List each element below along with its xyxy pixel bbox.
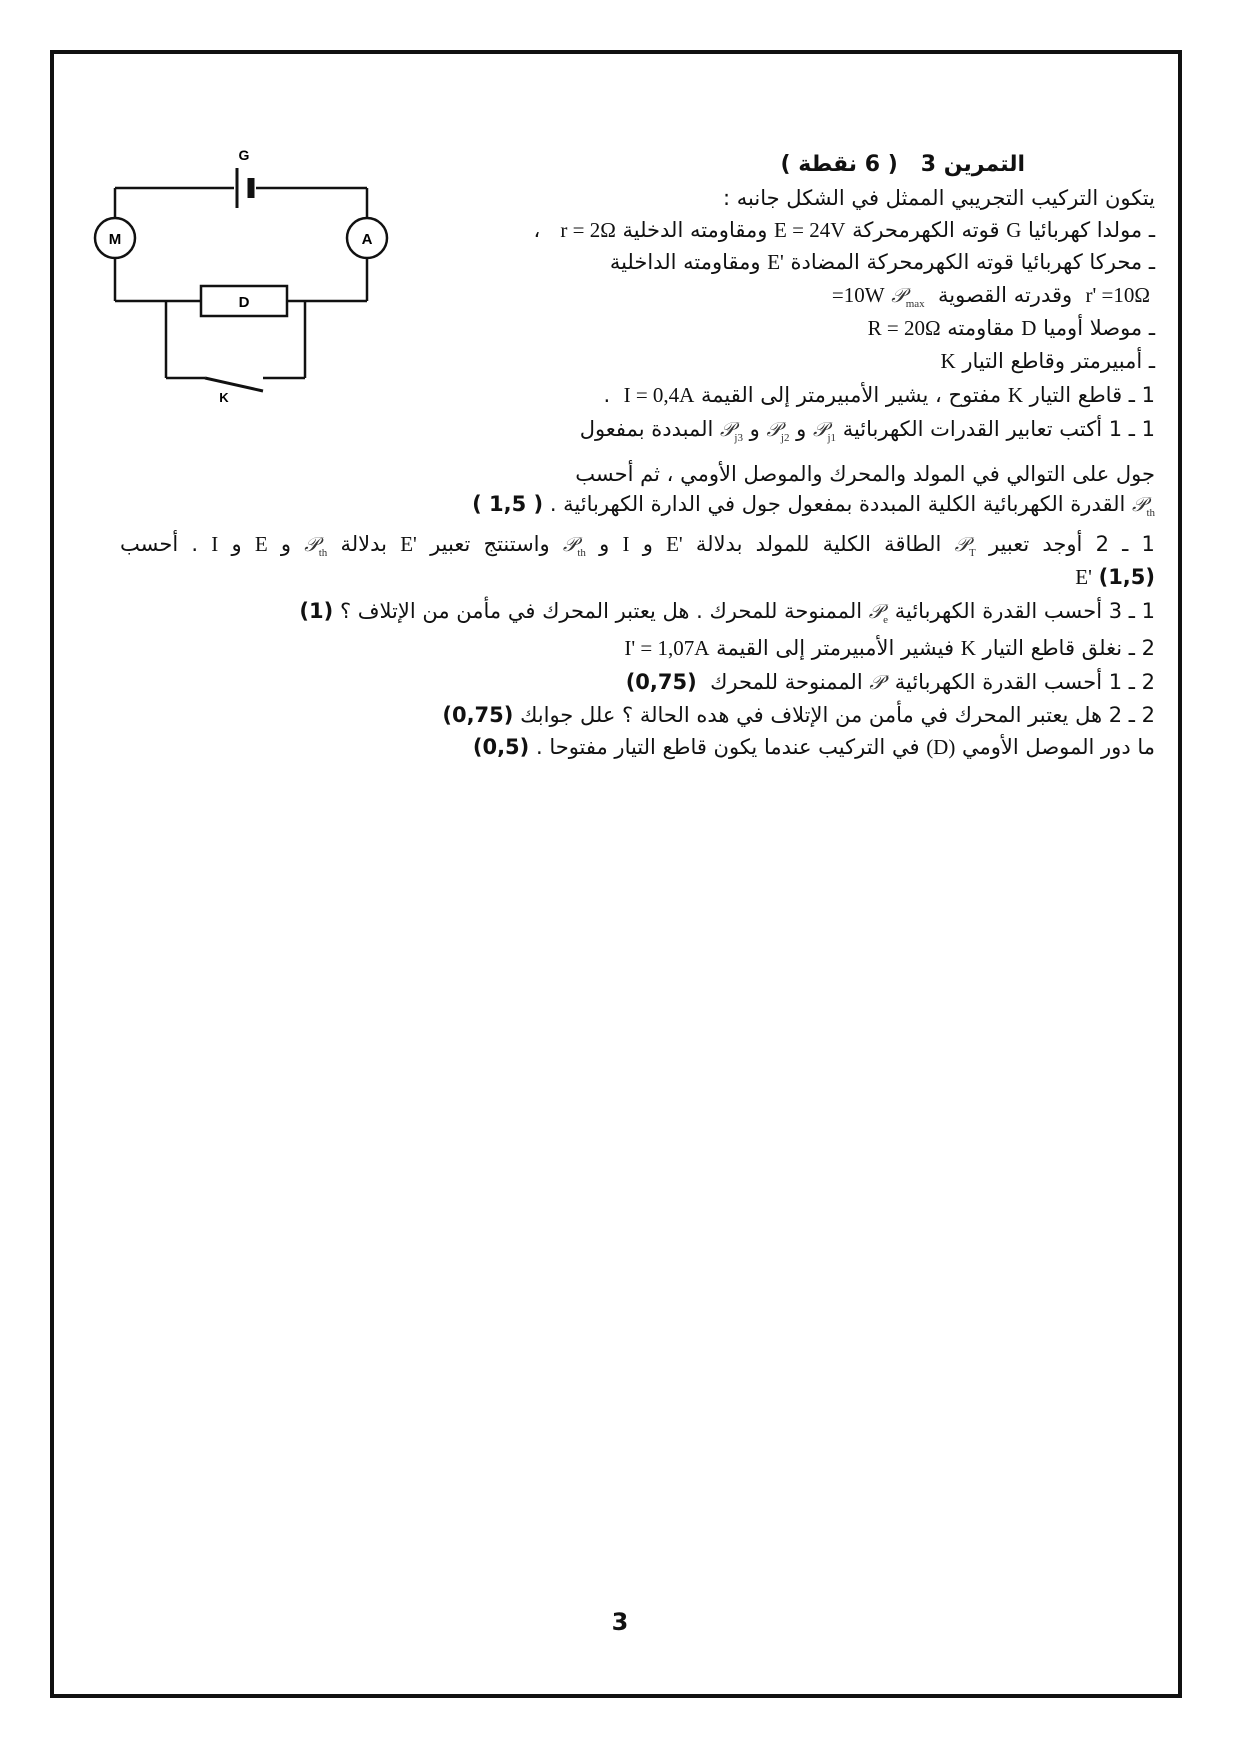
question-1-3: 1 ـ 3 أحسب القدرة الكهربائية 𝒫$_e$ الممنوحة للمحرك . هل يعتبر المحرك في مأمن من الإتلاف ؟ (1) [299, 599, 1155, 626]
pth-symbol: 𝒫$_{th}$ [1132, 494, 1155, 519]
question-1-1-line-2: جول على التوالي في المولد والمحرك والموصل الأومي ، ثم أحسب [575, 462, 1155, 486]
intro-line: يتكون التركيب التجريبي الممثل في الشكل جانبه : [723, 186, 1155, 210]
generator-label: G [238, 147, 250, 163]
switch [205, 378, 263, 391]
question-2-1: 2 ـ 1 أحسب القدرة الكهربائية 𝒫' الممنوحة للمحرك (0,75) [625, 670, 1155, 694]
pth-symbol-3: 𝒫$_{th}$ [304, 534, 328, 559]
conductor-label: D [238, 294, 250, 311]
question-1: 1 ـ قاطع التيار K مفتوح ، يشير الأمبيرمتر إلى القيمة I = 0,4A . [603, 383, 1155, 407]
p-prime-symbol: 𝒫' [869, 672, 889, 694]
motor-label: M [108, 231, 122, 248]
circuit-diagram [80, 140, 420, 460]
pt-symbol: 𝒫$_T$ [954, 534, 976, 559]
question-1-1-line-1: 1 ـ 1 أكتب تعابير القدرات الكهربائية 𝒫$_{j1}$ و 𝒫$_{j2}$ و 𝒫$_{j3}$ المبددة بمفعول [579, 417, 1155, 444]
question-2-2: 2 ـ 2 هل يعتبر المحرك في مأمن من الإتلاف في هده الحالة ؟ علل جوابك (0,75) [442, 703, 1155, 727]
motor-line-1: ـ محركا كهربائيا قوته الكهرمحركة المضادة E' ومقاومته الداخلية [609, 250, 1155, 274]
exercise-title [780, 150, 1025, 180]
question-1-2-line-1: 1 ـ 2 أوجد تعبير 𝒫$_T$ الطاقة الكلية للمولد بدلالة E' و I و 𝒫$_{th}$ واستنتج تعبير E' بدلالة 𝒫$_{th}$ و E و I . أحسب [120, 532, 1155, 559]
pj1-symbol: 𝒫$_{j1}$ [813, 419, 836, 444]
pmax-symbol: 𝒫$_{max}$ [891, 285, 925, 310]
exercise-number: التمرين 3 [920, 152, 1025, 177]
question-3: ما دور الموصل الأومي (D) في التركيب عندما يكون قاطع التيار مفتوحا . (0,5) [472, 735, 1155, 759]
motor-line-2: r' =10Ω وقدرته القصوية 𝒫$_{max}$ =10W [831, 283, 1150, 310]
pj2-symbol: 𝒫$_{j2}$ [766, 419, 790, 444]
question-1-2-line-2: (1,5) E' [1075, 565, 1155, 589]
ammeter-line: ـ أمبيرمتر وقاطع التيار K [940, 349, 1155, 373]
pe-symbol: 𝒫$_e$ [868, 601, 889, 626]
page-number: 3 [611, 1608, 629, 1636]
pj3-symbol: 𝒫$_{j3}$ [719, 419, 743, 444]
pth-symbol-2: 𝒫$_{th}$ [562, 534, 586, 559]
generator-line: ـ مولدا كهربائيا G قوته الكهرمحركة E = 24V ومقاومته الدخلية r = 2Ω ، [533, 218, 1155, 242]
ohmic-conductor [201, 286, 287, 316]
ammeter [347, 218, 387, 258]
question-1-1-line-3: 𝒫$_{th}$ القدرة الكهربائية الكلية المبددة بمفعول جول في الدارة الكهربائية . ( 1,5 ) [472, 492, 1155, 519]
motor [95, 218, 135, 258]
question-2: 2 ـ نغلق قاطع التيار K فيشير الأمبيرمتر إلى القيمة I' = 1,07A [624, 636, 1155, 660]
switch-label: K [219, 390, 229, 405]
ammeter-label: A [361, 231, 373, 248]
conductor-line: ـ موصلا أوميا D مقاومته R = 20Ω [867, 316, 1155, 340]
exercise-points: ( 6 نقطة ) [780, 152, 898, 177]
